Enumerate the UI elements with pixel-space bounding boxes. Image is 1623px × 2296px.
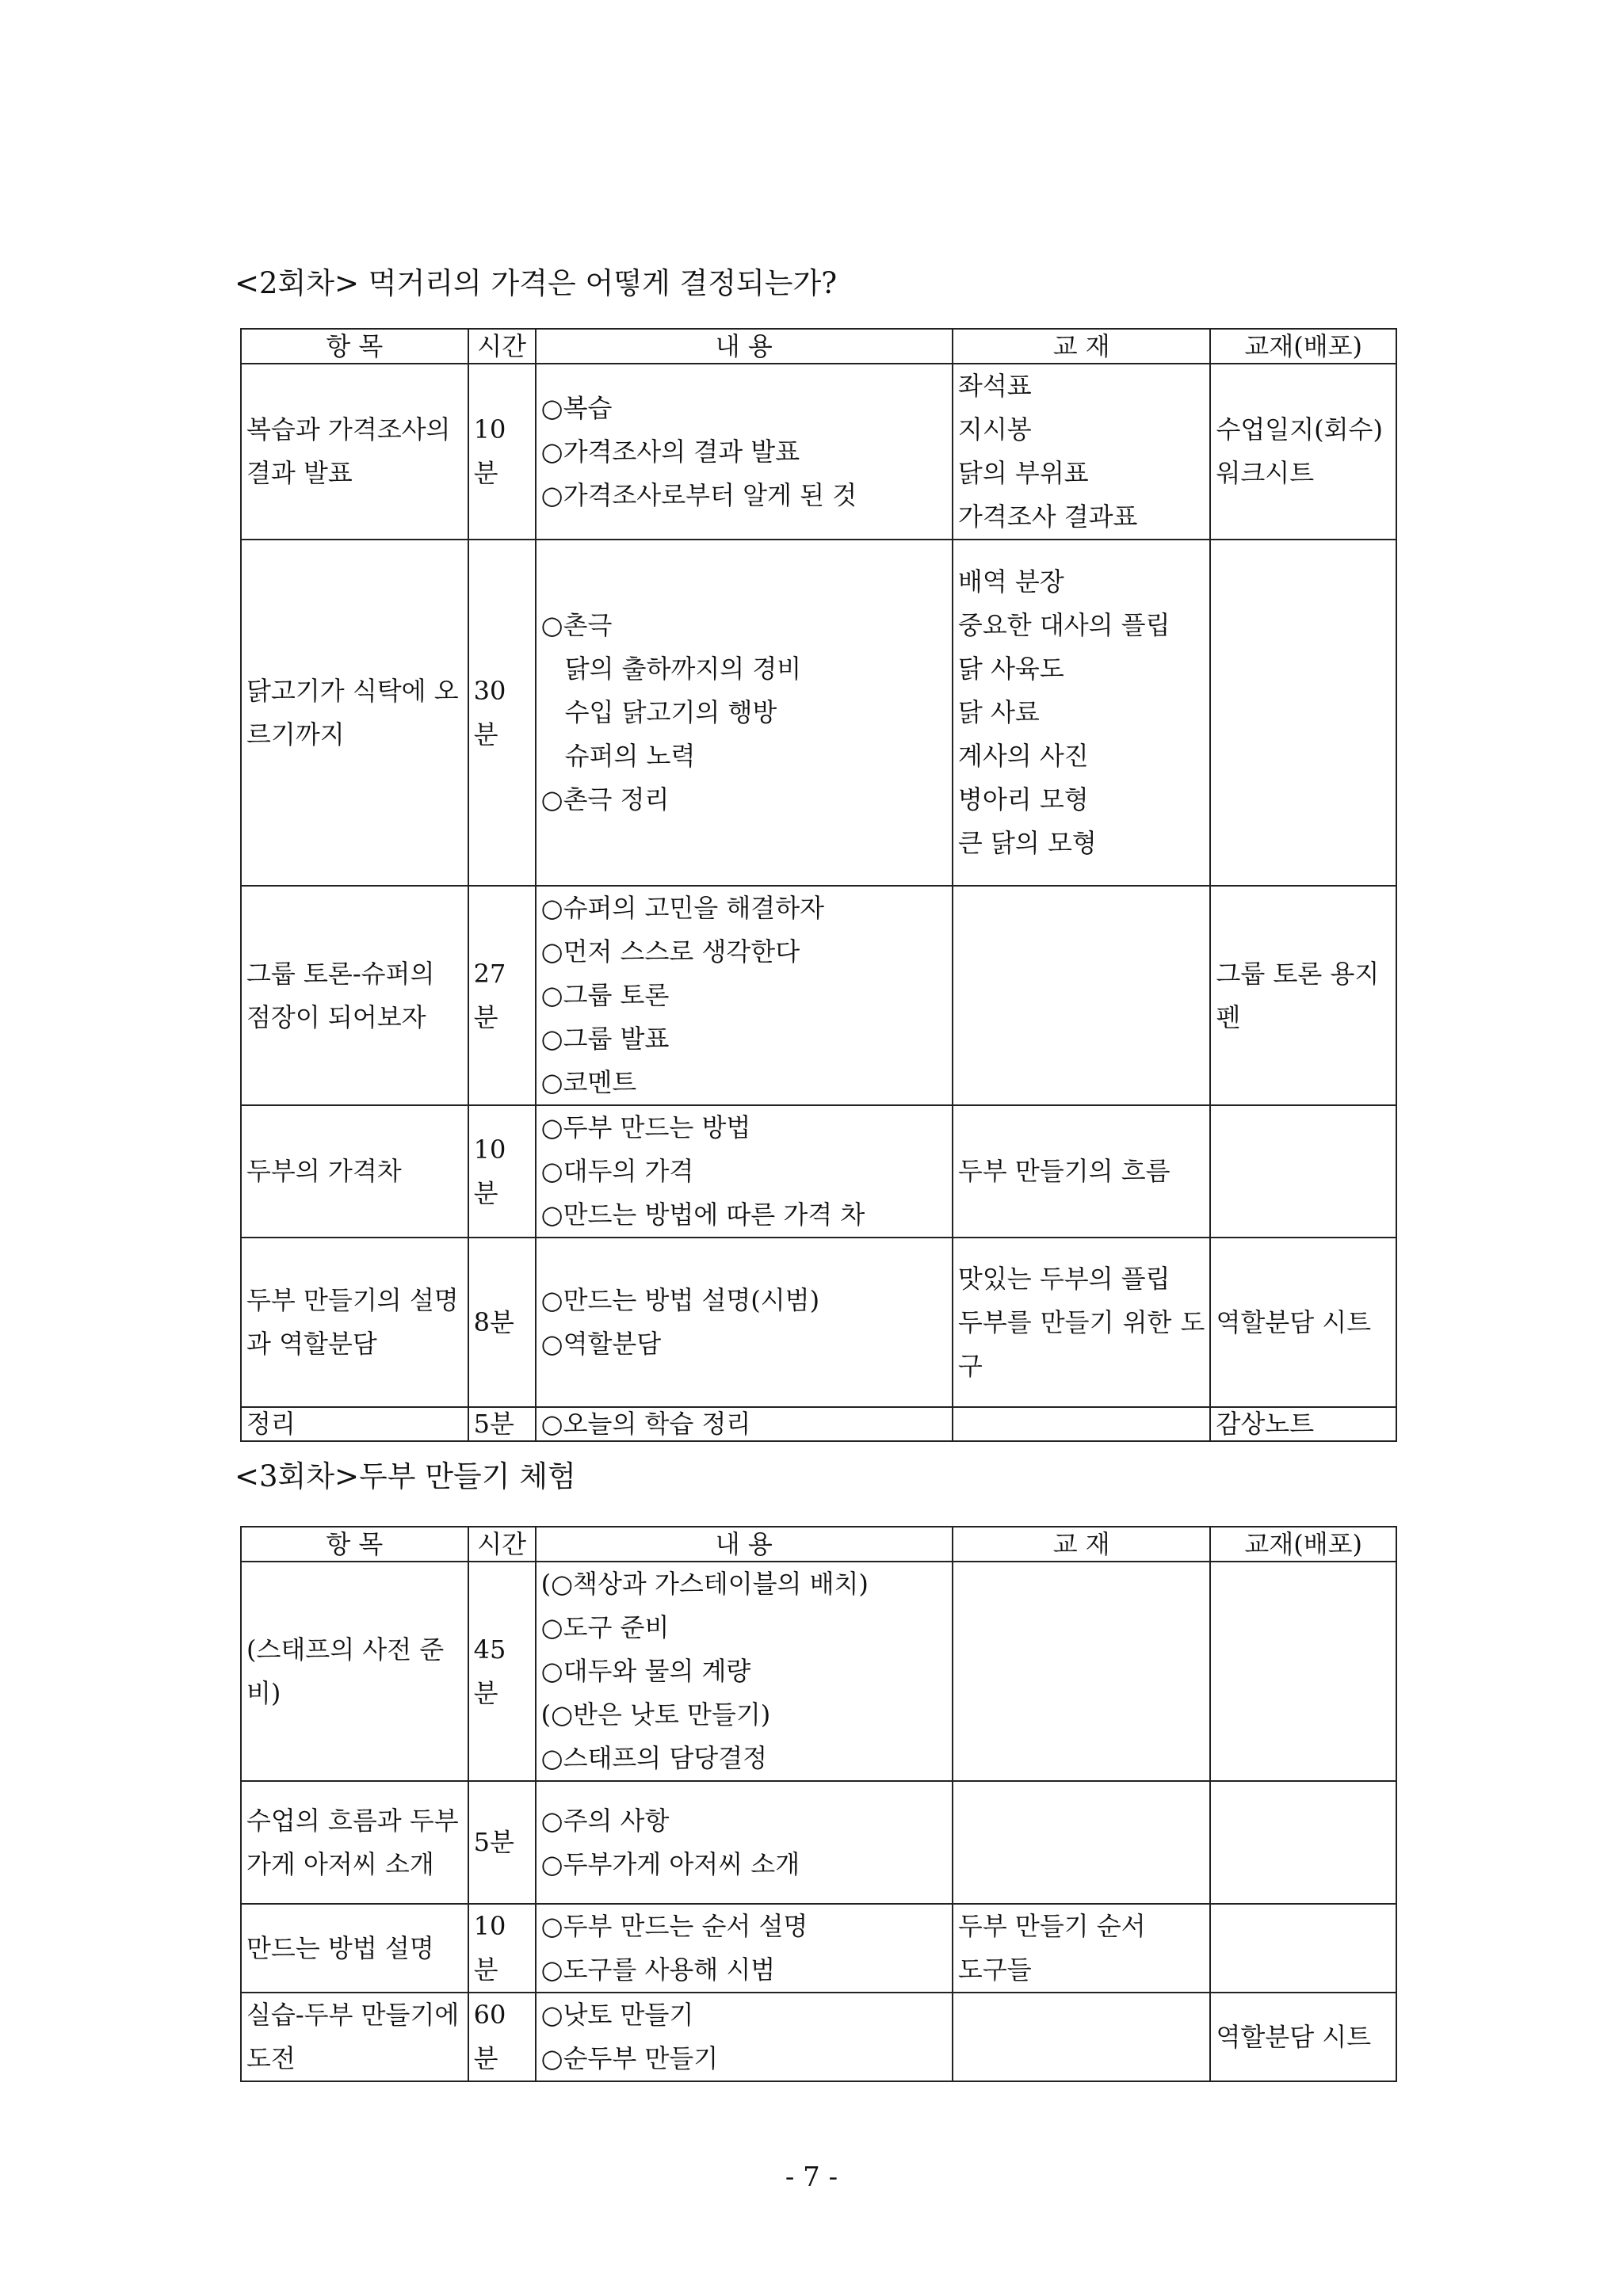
material-line: 계사의 사진	[957, 741, 1089, 771]
row-content	[536, 540, 953, 886]
material-line: 병아리 모형	[957, 784, 1089, 814]
material-line: 닭 사료	[957, 697, 1040, 727]
content-line: ○먼저 스스로 생각한다	[540, 936, 800, 967]
row-time: 27분	[468, 886, 536, 1105]
header-handout: 교재(배포)	[1210, 1527, 1396, 1562]
table-row	[241, 364, 1396, 540]
row-content	[536, 1238, 953, 1407]
material-line: 좌석표	[957, 371, 1032, 401]
row-item: 두부 만들기의 설명과 역할분담	[241, 1238, 468, 1407]
row-material	[953, 364, 1211, 540]
material-line: 중요한 대사의 플립	[957, 610, 1170, 640]
row-material	[953, 540, 1211, 886]
content-line: 수입 닭고기의 행방	[564, 697, 777, 727]
header-item: 항 목	[241, 1527, 468, 1562]
row-content	[536, 886, 953, 1105]
material-line: 닭 사육도	[957, 654, 1064, 684]
row-content	[536, 1904, 953, 1993]
row-content	[536, 1105, 953, 1238]
table-row	[241, 1562, 1396, 1781]
row-time: 5분	[468, 1781, 536, 1904]
row-material	[953, 886, 1211, 1105]
material-line: 가격조사 결과표	[957, 502, 1138, 532]
row-item: 그룹 토론-슈퍼의 점장이 되어보자	[241, 886, 468, 1105]
material-line: 지시봉	[957, 414, 1032, 444]
row-handout: 그룹 토론 용지 펜	[1210, 886, 1396, 1105]
content-line: ○촌극 정리	[540, 784, 670, 814]
row-material	[953, 1781, 1211, 1904]
content-line: ○만드는 방법에 따른 가격 차	[540, 1199, 865, 1230]
row-handout	[1210, 1781, 1396, 1904]
row-time: 10분	[468, 1105, 536, 1238]
row-item: (스태프의 사전 준비)	[241, 1562, 468, 1781]
content-line: ○복습	[540, 392, 613, 423]
content-line: ○그룹 발표	[540, 1024, 670, 1054]
row-handout: 수업일지(회수) 워크시트	[1210, 364, 1396, 540]
row-material	[953, 1993, 1211, 2081]
row-time: 5분	[468, 1407, 536, 1441]
row-item: 만드는 방법 설명	[241, 1904, 468, 1993]
row-handout	[1210, 540, 1396, 886]
row-time: 60분	[468, 1993, 536, 2081]
content-line: ○두부가게 아저씨 소개	[540, 1848, 800, 1879]
table-row	[241, 1781, 1396, 1904]
header-content: 내 용	[536, 329, 953, 364]
row-content	[536, 1407, 953, 1441]
material-line: 도구들	[957, 1955, 1032, 1985]
content-line: ○낫토 만들기	[540, 2000, 694, 2030]
row-item: 두부의 가격차	[241, 1105, 468, 1238]
table-header-row	[241, 329, 1396, 364]
table-row	[241, 1105, 1396, 1238]
row-material	[953, 1562, 1211, 1781]
content-line: 닭의 출하까지의 경비	[564, 654, 802, 684]
material-line: 큰 닭의 모형	[957, 828, 1097, 858]
content-line: ○도구 준비	[540, 1612, 670, 1642]
table-row	[241, 540, 1396, 886]
content-line: ○그룹 토론	[540, 980, 670, 1010]
row-content	[536, 1562, 953, 1781]
row-item: 닭고기가 식탁에 오르기까지	[241, 540, 468, 886]
row-content	[536, 1993, 953, 2081]
row-item: 정리	[241, 1407, 468, 1441]
header-content: 내 용	[536, 1527, 953, 1562]
row-item: 복습과 가격조사의 결과 발표	[241, 364, 468, 540]
header-material: 교 재	[953, 329, 1211, 364]
row-time: 45분	[468, 1562, 536, 1781]
material-line: 맛있는 두부의 플립	[957, 1263, 1170, 1294]
header-item: 항 목	[241, 329, 468, 364]
row-material	[953, 1904, 1211, 1993]
content-line: ○대두와 물의 계량	[540, 1656, 751, 1686]
row-material	[953, 1407, 1211, 1441]
content-line: ○가격조사의 결과 발표	[540, 436, 800, 467]
content-line: (○책상과 가스테이블의 배치)	[540, 1569, 869, 1599]
table-row	[241, 886, 1396, 1105]
table-header-row	[241, 1527, 1396, 1562]
row-handout	[1210, 1562, 1396, 1781]
row-material: 두부 만들기의 흐름	[953, 1105, 1211, 1238]
content-line: ○주의 사항	[540, 1805, 670, 1836]
content-line: ○오늘의 학습 정리	[540, 1409, 751, 1439]
row-content	[536, 364, 953, 540]
content-line: ○역할분담	[540, 1329, 662, 1359]
content-line: ○도구를 사용해 시범	[540, 1955, 776, 1985]
row-time: 10분	[468, 1904, 536, 1993]
row-handout: 역할분담 시트	[1210, 1993, 1396, 2081]
row-handout	[1210, 1105, 1396, 1238]
material-line: 두부를 만들기 위한 도구	[957, 1306, 1205, 1381]
row-time: 30분	[468, 540, 536, 886]
table-row	[241, 1904, 1396, 1993]
row-item: 실습-두부 만들기에 도전	[241, 1993, 468, 2081]
content-line: ○촌극	[540, 610, 613, 640]
page-number: - 7 -	[785, 2161, 838, 2193]
table-row	[241, 1407, 1396, 1441]
content-line: ○만드는 방법 설명(시범)	[540, 1285, 820, 1315]
header-handout: 교재(배포)	[1210, 329, 1396, 364]
material-line: 두부 만들기 순서	[957, 1911, 1146, 1941]
content-line: ○두부 만드는 방법	[540, 1112, 751, 1142]
header-time: 시간	[468, 1527, 536, 1562]
row-item: 수업의 흐름과 두부가게 아저씨 소개	[241, 1781, 468, 1904]
session2-table	[240, 328, 1397, 1442]
material-line: 배역 분장	[957, 566, 1064, 597]
row-time: 8분	[468, 1238, 536, 1407]
content-line: ○대두의 가격	[540, 1156, 694, 1186]
content-line: ○두부 만드는 순서 설명	[540, 1911, 808, 1941]
material-line: 닭의 부위표	[957, 458, 1089, 488]
content-line: ○순두부 만들기	[540, 2043, 719, 2073]
content-line: (○반은 낫토 만들기)	[540, 1699, 771, 1730]
header-time: 시간	[468, 329, 536, 364]
table-row	[241, 1238, 1396, 1407]
content-line: ○코멘트	[540, 1067, 637, 1097]
content-line: 슈퍼의 노력	[564, 741, 696, 771]
table-row	[241, 1993, 1396, 2081]
session3-table	[240, 1526, 1397, 2082]
row-time: 10분	[468, 364, 536, 540]
session3-heading: <3회차>두부 만들기 체험	[235, 1459, 576, 1493]
row-material	[953, 1238, 1211, 1407]
content-line: ○스태프의 담당결정	[540, 1743, 768, 1773]
content-line: ○가격조사로부터 알게 된 것	[540, 479, 857, 510]
row-handout: 역할분담 시트	[1210, 1238, 1396, 1407]
content-line: ○슈퍼의 고민을 해결하자	[540, 893, 825, 923]
session2-heading: <2회차> 먹거리의 가격은 어떻게 결정되는가?	[235, 266, 838, 300]
row-content	[536, 1781, 953, 1904]
row-handout: 감상노트	[1210, 1407, 1396, 1441]
row-handout	[1210, 1904, 1396, 1993]
header-material: 교 재	[953, 1527, 1211, 1562]
